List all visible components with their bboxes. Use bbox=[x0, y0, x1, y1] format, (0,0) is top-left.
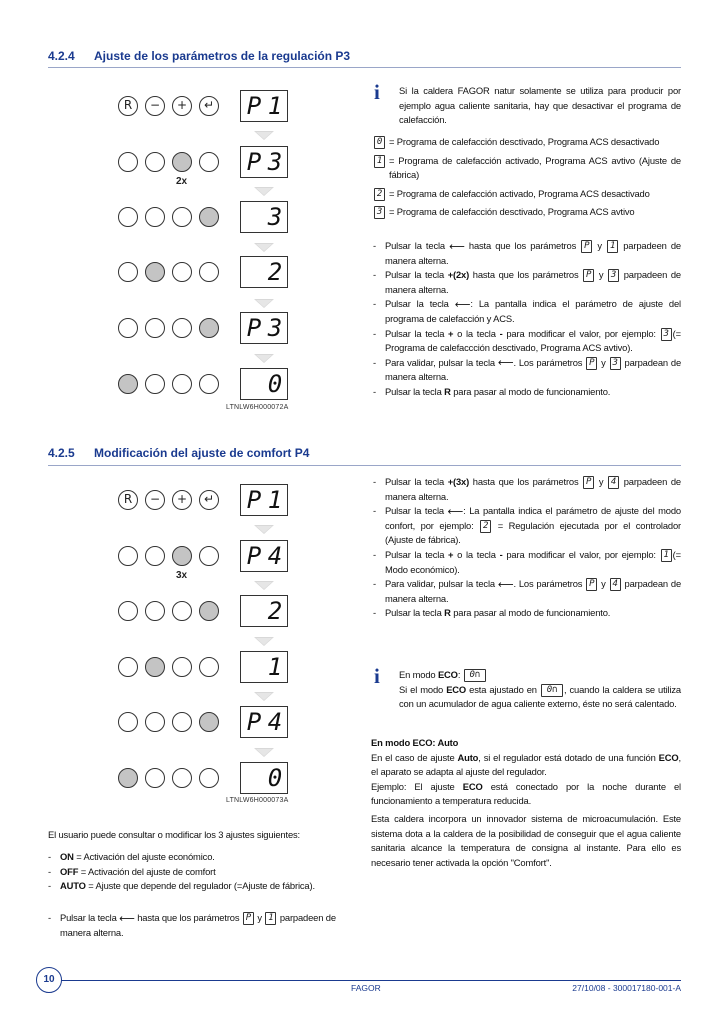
diagram-p4 bbox=[0, 0, 360, 820]
r-key bbox=[118, 601, 138, 621]
program-text: = Programa de calefacción desctivado, Programa ACS desactivado bbox=[389, 136, 660, 147]
display-screen bbox=[240, 706, 288, 738]
step-text: (= Modo económico). bbox=[385, 548, 681, 575]
step-text: hasta que los parámetros bbox=[472, 476, 579, 487]
eco-auto-p1 bbox=[371, 751, 681, 780]
program-item bbox=[373, 205, 681, 220]
digit: 4 bbox=[267, 542, 283, 570]
digit bbox=[244, 765, 264, 791]
digit: 2 bbox=[267, 258, 283, 286]
step-key: +(2x) bbox=[447, 269, 470, 281]
digit: P bbox=[246, 92, 262, 120]
bottom-step bbox=[46, 911, 358, 940]
enter-key bbox=[199, 657, 219, 677]
step-text: Pulsar la tecla bbox=[385, 327, 445, 339]
step-item bbox=[371, 504, 681, 548]
para-text: En el caso de ajuste bbox=[371, 751, 455, 763]
footer-doc-ref: 27/10/08 - 300017180-001-A bbox=[572, 983, 681, 993]
step-text: parpadean de manera alterna. bbox=[385, 578, 682, 604]
lcd-code: 3 bbox=[610, 357, 621, 370]
step-text: Pulsar la tecla bbox=[385, 505, 444, 517]
note-text: Si el modo bbox=[399, 683, 444, 695]
lcd-code: P bbox=[581, 240, 592, 253]
step-text: (= Programa de calefaccción desctivado, Programa ACS avtivo). bbox=[385, 327, 681, 354]
enter-key: ↵ bbox=[199, 96, 219, 116]
lcd-code: P bbox=[586, 578, 597, 591]
lcd-code: 1 bbox=[374, 155, 385, 168]
digit bbox=[244, 654, 264, 680]
lcd-code: 4 bbox=[610, 578, 621, 591]
lcd-code: P bbox=[243, 912, 254, 925]
enter-arrow-icon: ⟵ bbox=[497, 356, 514, 370]
step-item bbox=[371, 297, 681, 326]
digit: P bbox=[246, 708, 262, 736]
step-item bbox=[371, 239, 681, 268]
lcd-code: 0∩ bbox=[541, 684, 563, 697]
down-arrow-icon bbox=[254, 637, 274, 646]
option-key: AUTO bbox=[60, 880, 86, 892]
info-icon: i bbox=[374, 664, 380, 688]
note-key: ECO bbox=[437, 669, 458, 680]
para-text: , el aparato se adapta al ajuste del regulador. bbox=[371, 751, 681, 778]
r-key: R bbox=[118, 96, 138, 116]
plus-key bbox=[172, 657, 192, 677]
program-text: = Programa de calefacción desctivado, Programa ACS avtivo bbox=[389, 206, 635, 218]
program-text: = Programa de calefacción activado, Programa ACS desactivado bbox=[389, 187, 650, 199]
step-key: - bbox=[499, 327, 503, 339]
program-item bbox=[373, 154, 681, 183]
section-title: Modificación del ajuste de comfort P4 bbox=[94, 446, 310, 460]
press-count: 2x bbox=[176, 176, 188, 187]
step-text: Pulsar la tecla bbox=[385, 548, 445, 560]
r-key-pressed bbox=[118, 768, 138, 788]
step-text: hasta que los parámetros bbox=[137, 912, 240, 923]
digit: 1 bbox=[267, 486, 283, 514]
option-item bbox=[46, 850, 358, 865]
step-text: Pulsar la tecla bbox=[385, 269, 445, 281]
option-item bbox=[46, 879, 358, 894]
lcd-code: 1 bbox=[607, 240, 618, 253]
step-text: para modificar el valor, por ejemplo: bbox=[506, 327, 656, 339]
plus-key: + bbox=[172, 96, 192, 116]
section-title: Ajuste de los parámetros de la regulación P3 bbox=[94, 49, 351, 63]
page-number: 10 bbox=[36, 967, 62, 993]
note-text: , cuando la caldera se utiliza con un acumulador de agua caliente externo, éste no será calentado. bbox=[399, 683, 681, 710]
press-count: 3x bbox=[176, 570, 188, 581]
eco-auto-block bbox=[371, 736, 681, 809]
plus-key bbox=[172, 712, 192, 732]
minus-key: − bbox=[145, 96, 165, 116]
user-options-list bbox=[46, 850, 358, 894]
eco-on-desc bbox=[399, 683, 681, 712]
steps-p4 bbox=[371, 475, 681, 621]
r-key: R bbox=[118, 490, 138, 510]
lcd-code: 3 bbox=[661, 328, 672, 341]
para-key: Auto bbox=[457, 751, 479, 763]
step-text: y bbox=[598, 476, 604, 487]
info-note: Si la caldera FAGOR natur solamente se utiliza para producir por ejemplo agua caliente sanitaria, hay que desactivar el programa de calefacción. bbox=[399, 85, 681, 126]
enter-arrow-icon: ⟵ bbox=[497, 577, 514, 591]
option-key: ON bbox=[60, 851, 74, 862]
enter-key bbox=[199, 768, 219, 788]
eco-on-note bbox=[399, 668, 681, 712]
step-text: . Los parámetros bbox=[513, 356, 583, 368]
user-options-intro: El usuario puede consultar o modificar los 3 ajustes siguientes: bbox=[48, 829, 301, 840]
step-text: Pulsar la tecla bbox=[385, 385, 442, 397]
step-text: y bbox=[601, 356, 606, 368]
lcd-code: 0 bbox=[374, 136, 385, 149]
enter-arrow-icon: ⟵ bbox=[454, 297, 471, 311]
step-item bbox=[371, 606, 681, 621]
minus-key bbox=[145, 546, 165, 566]
step-text: parpadeen de manera alterna. bbox=[385, 476, 681, 502]
down-arrow-icon bbox=[254, 748, 274, 757]
lcd-code: 2 bbox=[374, 188, 385, 201]
program-text: = Programa de calefacción activado, Programa ACS avtivo (Ajuste de fábrica) bbox=[389, 154, 681, 181]
step-text: Pulsar la tecla bbox=[385, 607, 442, 619]
minus-key bbox=[145, 601, 165, 621]
display-screen bbox=[240, 540, 288, 572]
note-text: En modo bbox=[399, 669, 436, 680]
digit: 1 bbox=[267, 92, 283, 120]
steps-p3 bbox=[371, 239, 681, 400]
figure-reference: LTNLW6H000073A bbox=[226, 797, 289, 804]
digit: P bbox=[246, 486, 262, 514]
enter-key-pressed bbox=[199, 712, 219, 732]
digit: 1 bbox=[267, 653, 283, 681]
note-key: ECO bbox=[446, 683, 467, 695]
para-key: ECO bbox=[658, 751, 679, 763]
display-screen bbox=[240, 595, 288, 627]
step-key: + bbox=[448, 548, 454, 560]
step-key: - bbox=[499, 548, 503, 560]
option-key: OFF bbox=[60, 865, 79, 877]
step-key: + bbox=[448, 327, 454, 339]
step-item bbox=[46, 911, 358, 940]
enter-arrow-icon: ⟵ bbox=[447, 504, 464, 518]
down-arrow-icon bbox=[254, 692, 274, 701]
note-text: : bbox=[457, 669, 461, 680]
eco-auto-heading: En modo ECO: Auto bbox=[371, 737, 459, 748]
enter-arrow-icon: ⟵ bbox=[119, 911, 135, 925]
down-arrow-icon bbox=[254, 581, 274, 590]
step-item bbox=[371, 356, 681, 385]
step-text: para modificar el valor, por ejemplo: bbox=[506, 548, 656, 560]
lcd-code: 3 bbox=[608, 269, 619, 282]
plus-key bbox=[172, 601, 192, 621]
step-text: : La pantalla indica el parámetro de ajuste del programa de calefacción y ACS. bbox=[385, 298, 681, 324]
display-screen bbox=[240, 651, 288, 683]
eco-auto-p2 bbox=[371, 780, 681, 809]
r-key bbox=[118, 546, 138, 566]
lcd-code: P bbox=[583, 269, 594, 282]
lcd-code: 2 bbox=[480, 520, 491, 533]
step-text: o la tecla bbox=[457, 548, 496, 560]
display-screen bbox=[240, 762, 288, 794]
step-text: para pasar al modo de funcionamiento. bbox=[453, 607, 611, 619]
enter-key bbox=[199, 546, 219, 566]
digit: 0 bbox=[267, 764, 283, 792]
step-text: = Regulación ejecutada por el controlador (Ajuste de fábrica). bbox=[385, 519, 681, 546]
step-text: o la tecla bbox=[457, 327, 496, 339]
step-text: y bbox=[257, 912, 262, 923]
enter-key: ↵ bbox=[199, 490, 219, 510]
r-key bbox=[118, 657, 138, 677]
step-text: parpadeen de manera alterna. bbox=[385, 269, 681, 295]
info-icon: i bbox=[374, 80, 380, 104]
para-text: Ejemplo: El ajuste bbox=[371, 780, 455, 792]
micro-accumulation-text: Esta caldera incorpora un innovador sistema de microacumulación. Este sistema dota a la caldera de la posibilidad de conseguir que el agua caliente sanitaria alcance la temperatura de consigna al instante. Para ello es necesario tener activada la opción "Comfort". bbox=[371, 813, 681, 868]
para-key: ECO bbox=[462, 780, 483, 792]
footer-rule bbox=[58, 980, 681, 981]
option-text: = Ajuste que depende del regulador (=Ajuste de fábrica). bbox=[88, 880, 315, 892]
digit: 3 bbox=[267, 203, 283, 231]
section-number: 4.2.4 bbox=[48, 49, 75, 63]
step-item bbox=[371, 385, 681, 400]
program-list-items bbox=[373, 135, 681, 220]
step-text: parpadeen de manera alterna. bbox=[60, 912, 336, 938]
option-text: = Activación del ajuste económico. bbox=[76, 851, 215, 862]
minus-key-pressed bbox=[145, 657, 165, 677]
plus-key bbox=[172, 768, 192, 788]
minus-key bbox=[145, 768, 165, 788]
figure-reference: LTNLW6H000072A bbox=[226, 404, 289, 411]
step-text: hasta que los parámetros bbox=[472, 269, 579, 281]
step-text: y bbox=[597, 240, 602, 251]
step-key: +(3x) bbox=[447, 476, 470, 487]
step-item bbox=[371, 327, 681, 356]
digit bbox=[244, 598, 264, 624]
step-text: Para validar, pulsar la tecla bbox=[385, 356, 495, 368]
step-text: . Los parámetros bbox=[513, 578, 583, 590]
lcd-code: P bbox=[586, 357, 597, 370]
para-text: está conectado por la noche durante el funcionamiento a temperatura reducida. bbox=[371, 780, 681, 807]
step-item bbox=[371, 268, 681, 297]
down-arrow-icon bbox=[254, 525, 274, 534]
digit: 2 bbox=[267, 597, 283, 625]
r-key bbox=[118, 712, 138, 732]
para-text: , si el regulador está dotado de una función bbox=[478, 751, 656, 763]
eco-on-line bbox=[399, 668, 681, 683]
step-text: hasta que los parámetros bbox=[468, 240, 577, 251]
step-text: Pulsar la tecla bbox=[385, 240, 445, 251]
section-number: 4.2.5 bbox=[48, 446, 75, 460]
footer-brand: FAGOR bbox=[351, 983, 381, 993]
step-text: Pulsar la tecla bbox=[385, 476, 445, 487]
program-item bbox=[373, 135, 681, 150]
step-item bbox=[371, 475, 681, 504]
lcd-code: 4 bbox=[608, 476, 619, 489]
enter-key-pressed bbox=[199, 601, 219, 621]
program-item bbox=[373, 187, 681, 202]
digit: 3 bbox=[267, 314, 283, 342]
step-key: R bbox=[444, 385, 451, 397]
step-text: y bbox=[601, 578, 606, 590]
digit: 0 bbox=[267, 370, 283, 398]
lcd-code: 0∩ bbox=[464, 669, 486, 682]
enter-arrow-icon: ⟵ bbox=[449, 239, 465, 253]
digit: P bbox=[246, 314, 262, 342]
plus-key-pressed bbox=[172, 546, 192, 566]
step-text: y bbox=[598, 269, 604, 281]
note-text: esta ajustado en bbox=[469, 683, 537, 695]
display-screen bbox=[240, 484, 288, 516]
lcd-code: 1 bbox=[265, 912, 276, 925]
digit: P bbox=[246, 148, 262, 176]
step-item bbox=[371, 548, 681, 577]
step-text: : La pantalla indica el parámetro de ajuste del modo confort, por ejemplo: bbox=[385, 505, 681, 531]
minus-key bbox=[145, 712, 165, 732]
step-text: parpadean de manera alterna. bbox=[385, 356, 682, 383]
step-text: Pulsar la tecla bbox=[385, 298, 449, 310]
digit: 3 bbox=[267, 148, 283, 176]
option-text: = Activación del ajuste de comfort bbox=[80, 865, 216, 877]
step-text: Pulsar la tecla bbox=[60, 912, 117, 923]
step-text: Para validar, pulsar la tecla bbox=[385, 578, 495, 590]
lcd-code: 3 bbox=[374, 206, 385, 219]
lcd-code: 1 bbox=[661, 549, 672, 562]
option-item bbox=[46, 865, 358, 880]
digit: 4 bbox=[267, 708, 283, 736]
digit: P bbox=[246, 542, 262, 570]
lcd-code: P bbox=[583, 476, 594, 489]
step-key: R bbox=[444, 607, 451, 619]
plus-key: + bbox=[172, 490, 192, 510]
step-text: para pasar al modo de funcionamiento. bbox=[453, 385, 611, 397]
step-item bbox=[371, 577, 681, 606]
minus-key: − bbox=[145, 490, 165, 510]
step-text: parpadeen de manera alterna. bbox=[385, 240, 681, 266]
